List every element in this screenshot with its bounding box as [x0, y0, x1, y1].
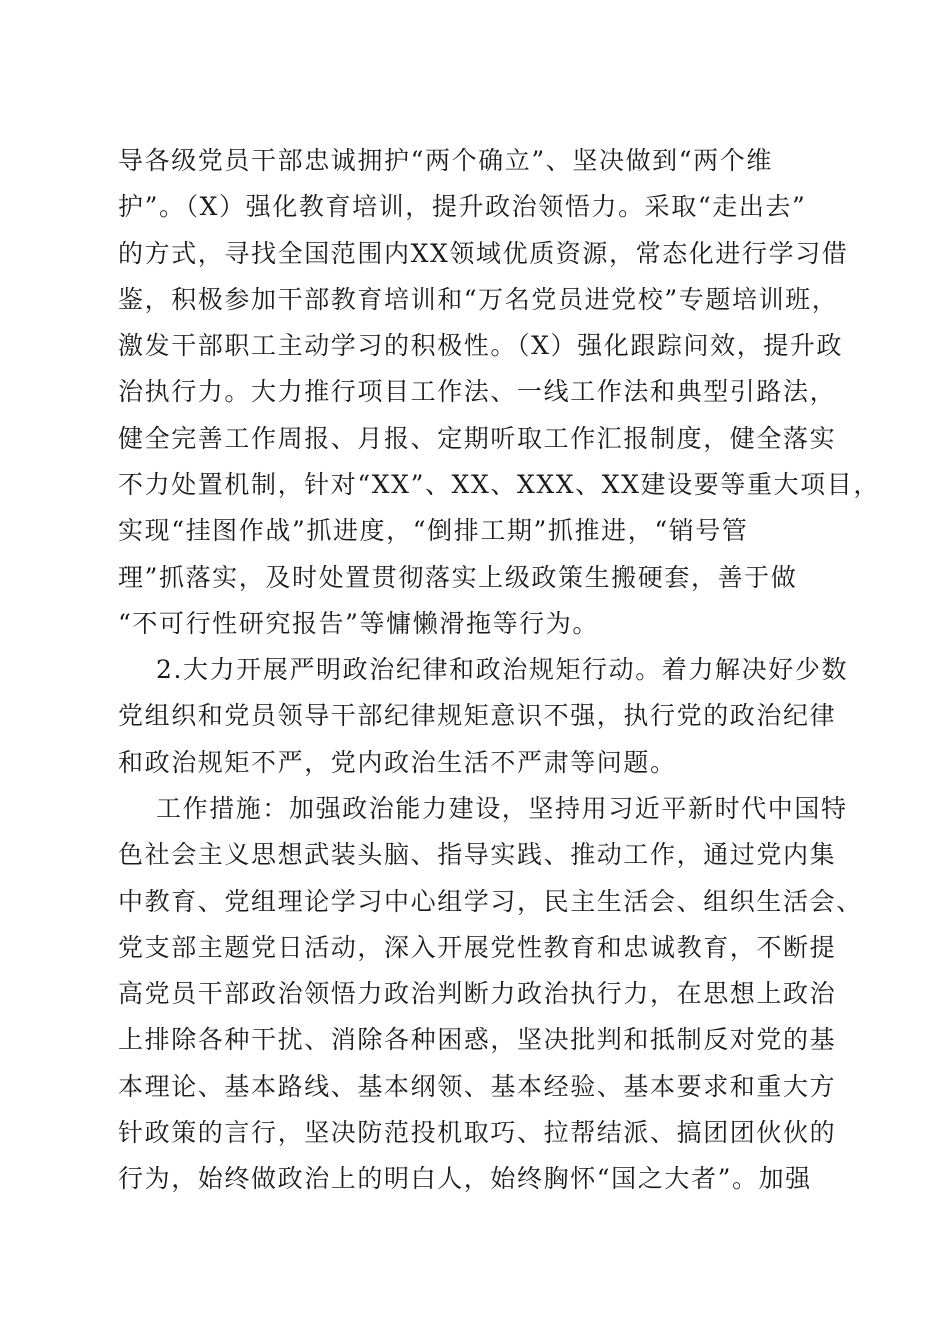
text-line: 党支部主题党日活动，深入开展党性教育和忠诚教育，不断提 [118, 932, 837, 962]
text-line: 色社会主义思想武装头脑、指导实践、推动工作，通过党内集 [118, 840, 837, 870]
text-line: 2.大力开展严明政治纪律和政治规矩行动。着力解决好少数 [156, 655, 849, 684]
text-line: 针政策的言行，坚决防范投机取巧、拉帮结派、搞团团伙伙的 [118, 1118, 837, 1148]
paragraph-item-2 [118, 647, 849, 786]
text-line: 实现“挂图作战”抓进度，“倒排工期”抓推进，“销号管 [118, 516, 749, 546]
text-line: 鉴，积极参加干部教育培训和“万名党员进党校”专题培训班， [118, 284, 839, 314]
text-line: “不可行性研究报告”等慵懒滑拖等行为。 [118, 608, 599, 638]
text-line: 理”抓落实，及时处置贯彻落实上级政策生搬硬套，善于做 [118, 562, 798, 592]
text-line: 护”。（X）强化教育培训，提升政治领悟力。采取“走出去” [118, 192, 807, 222]
text-line: 上排除各种干扰、消除各种困惑，坚决批判和抵制反对党的基 [118, 1025, 837, 1055]
text-line: 工作措施：加强政治能力建设，坚持用习近平新时代中国特 [156, 794, 848, 823]
text-line: 激发干部职工主动学习的积极性。（X）强化跟踪问效，提升政 [118, 331, 844, 361]
text-line: 行为，始终做政治上的明白人，始终胸怀“国之大者”。加强 [118, 1164, 812, 1194]
paragraph-continuation [118, 138, 880, 647]
paragraph-work-measures [118, 786, 863, 1203]
text-line: 导各级党员干部忠诚拥护“两个确立”、坚决做到“两个维 [118, 146, 773, 175]
text-line: 和政治规矩不严，党内政治生活不严肃等问题。 [118, 747, 677, 777]
text-line: 党组织和党员领导干部纪律规矩意识不强，执行党的政治纪律 [118, 701, 837, 731]
text-line: 的方式，寻找全国范围内XX领域优质资源，常态化进行学习借 [118, 238, 849, 268]
text-line: 高党员干部政治领悟力政治判断力政治执行力，在思想上政治 [118, 979, 837, 1009]
text-line: 本理论、基本路线、基本纲领、基本经验、基本要求和重大方 [118, 1071, 837, 1101]
text-line: 治执行力。大力推行项目工作法、一线工作法和典型引路法， [118, 377, 837, 407]
text-line: 健全完善工作周报、月报、定期听取工作汇报制度，健全落实 [118, 423, 837, 453]
text-line: 中教育、党组理论学习中心组学习，民主生活会、组织生活会、 [118, 886, 863, 916]
text-line: 不力处置机制，针对“XX”、XX、XXX、XX建设要等重大项目， [118, 470, 880, 500]
